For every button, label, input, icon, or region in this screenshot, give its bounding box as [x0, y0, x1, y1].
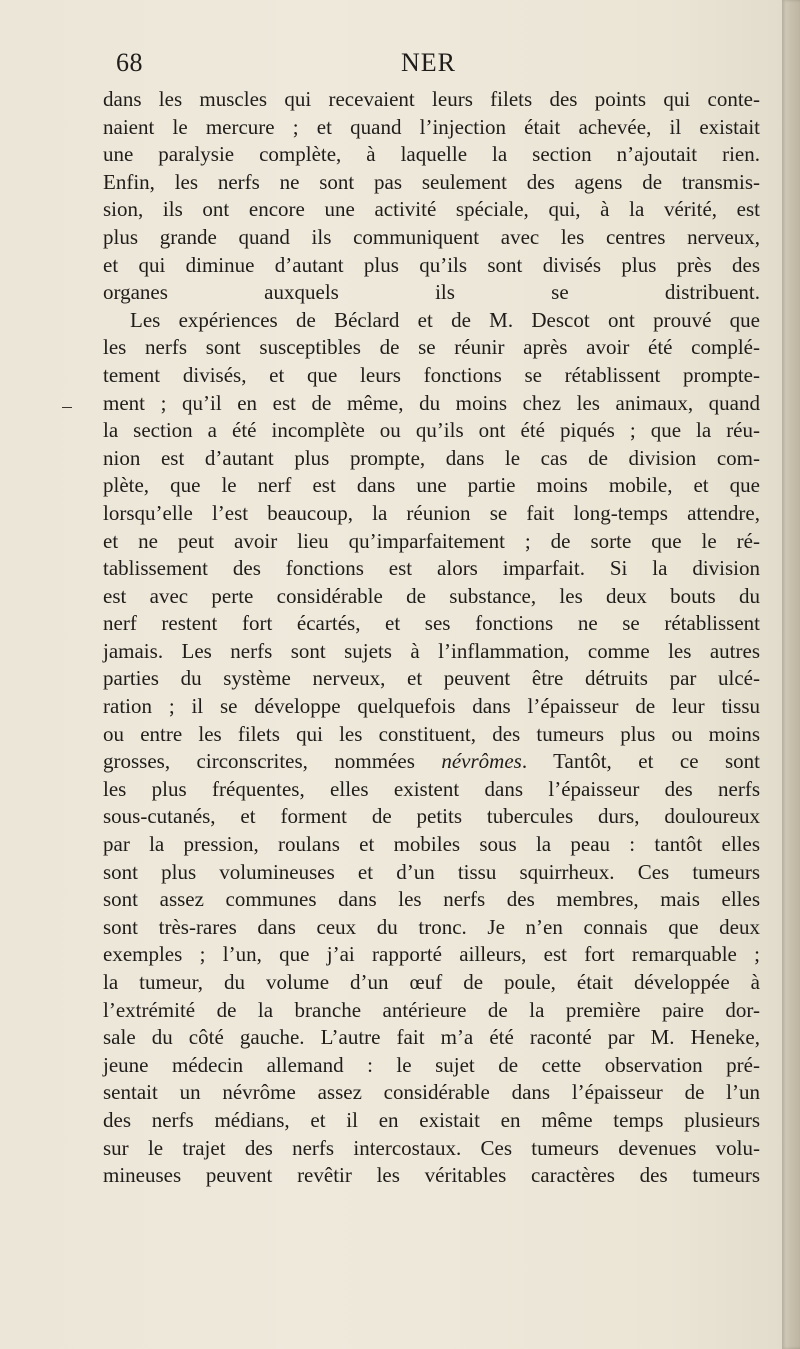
margin-mark [62, 407, 72, 408]
text-line: Les expériences de Béclard et de M. Descot ont prouvé que [130, 307, 760, 332]
text-line: des nerfs médians, et il en existait en même temps plusieurs [103, 1107, 760, 1132]
page-edge [782, 0, 800, 1349]
text-line: jamais. Les nerfs sont sujets à l’inflammation, comme les autres [103, 638, 760, 663]
text-line: Enfin, les nerfs ne sont pas seulement des agens de transmis- [103, 169, 760, 194]
text-line: une paralysie complète, à laquelle la section n’ajoutait rien. [103, 142, 760, 167]
page-header [0, 48, 786, 88]
text-line: tement divisés, et que leurs fonctions se rétablissent prompte- [103, 362, 760, 387]
text-line: lorsqu’elle l’est beaucoup, la réunion se fait long-temps attendre, [103, 500, 760, 525]
text-line: la section a été incomplète ou qu’ils ont été piqués ; que la réu- [103, 418, 760, 443]
text-line: la tumeur, du volume d’un œuf de poule, était développée à [103, 970, 760, 994]
text-line: plète, que le nerf est dans une partie moins mobile, et que [103, 473, 760, 498]
text-line: ou entre les filets qui les constituent, des tumeurs plus ou moins [103, 721, 760, 746]
text-line: sont assez communes dans les nerfs des membres, mais elles [103, 887, 760, 912]
text-line: grosses, circonscrites, nommées névrômes. Tantôt, et ce sont [103, 749, 761, 774]
text-line: organes auxquels ils se distribuent. [103, 280, 760, 305]
text-line: les nerfs sont susceptibles de se réunir après avoir été complé- [103, 335, 760, 360]
text-line: exemples ; l’un, que j’ai rapporté ailleurs, est fort remarquable ; [103, 942, 760, 967]
text-line: sion, ils ont encore une activité spéciale, qui, à la vérité, est [103, 197, 760, 222]
running-head: NER [401, 48, 456, 77]
page-number: 68 [116, 48, 143, 77]
body-text [103, 86, 760, 1190]
text-line: et qui diminue d’autant plus qu’ils sont divisés plus près des [103, 252, 760, 277]
text-line: ration ; il se développe quelquefois dans l’épaisseur de leur tissu [103, 694, 760, 719]
text-line: est avec perte considérable de substance, les deux bouts du [103, 583, 760, 608]
italic-term: névrômes [441, 749, 522, 774]
text-line: jeune médecin allemand : le sujet de cette observation pré- [103, 1052, 760, 1077]
text-line: les plus fréquentes, elles existent dans l’épaisseur des nerfs [103, 776, 760, 801]
text-line: plus grande quand ils communiquent avec les centres nerveux, [103, 224, 760, 249]
text-line: sur le trajet des nerfs intercostaux. Ces tumeurs devenues volu- [103, 1135, 760, 1160]
text-line: naient le mercure ; et quand l’injection était achevée, il existait [103, 114, 760, 139]
text-line: sous-cutanés, et forment de petits tubercules durs, douloureux [103, 804, 760, 829]
text-line: dans les muscles qui recevaient leurs filets des points qui conte- [103, 87, 760, 111]
text-line: sentait un névrôme assez considérable dans l’épaisseur de l’un [103, 1080, 760, 1105]
text-line: ment ; qu’il en est de même, du moins chez les animaux, quand [103, 390, 760, 415]
text-line: par la pression, roulans et mobiles sous la peau : tantôt elles [103, 832, 760, 857]
text-line: l’extrémité de la branche antérieure de la première paire dor- [103, 997, 760, 1022]
text-line: nerf restent fort écartés, et ses fonctions ne se rétablissent [103, 611, 760, 636]
text-line: tablissement des fonctions est alors imparfait. Si la division [103, 556, 760, 581]
text-line: mineuses peuvent revêtir les véritables caractères des tumeurs [103, 1163, 760, 1188]
text-line: sale du côté gauche. L’autre fait m’a été raconté par M. Heneke, [103, 1025, 760, 1050]
text-line: et ne peut avoir lieu qu’imparfaitement ; de sorte que le ré- [103, 528, 760, 553]
text-line: nion est d’autant plus prompte, dans le cas de division com- [103, 445, 760, 470]
text-line: sont très-rares dans ceux du tronc. Je n’en connais que deux [103, 914, 760, 939]
text-line: parties du système nerveux, et peuvent être détruits par ulcé- [103, 666, 760, 691]
text-line: sont plus volumineuses et d’un tissu squirrheux. Ces tumeurs [103, 859, 760, 884]
